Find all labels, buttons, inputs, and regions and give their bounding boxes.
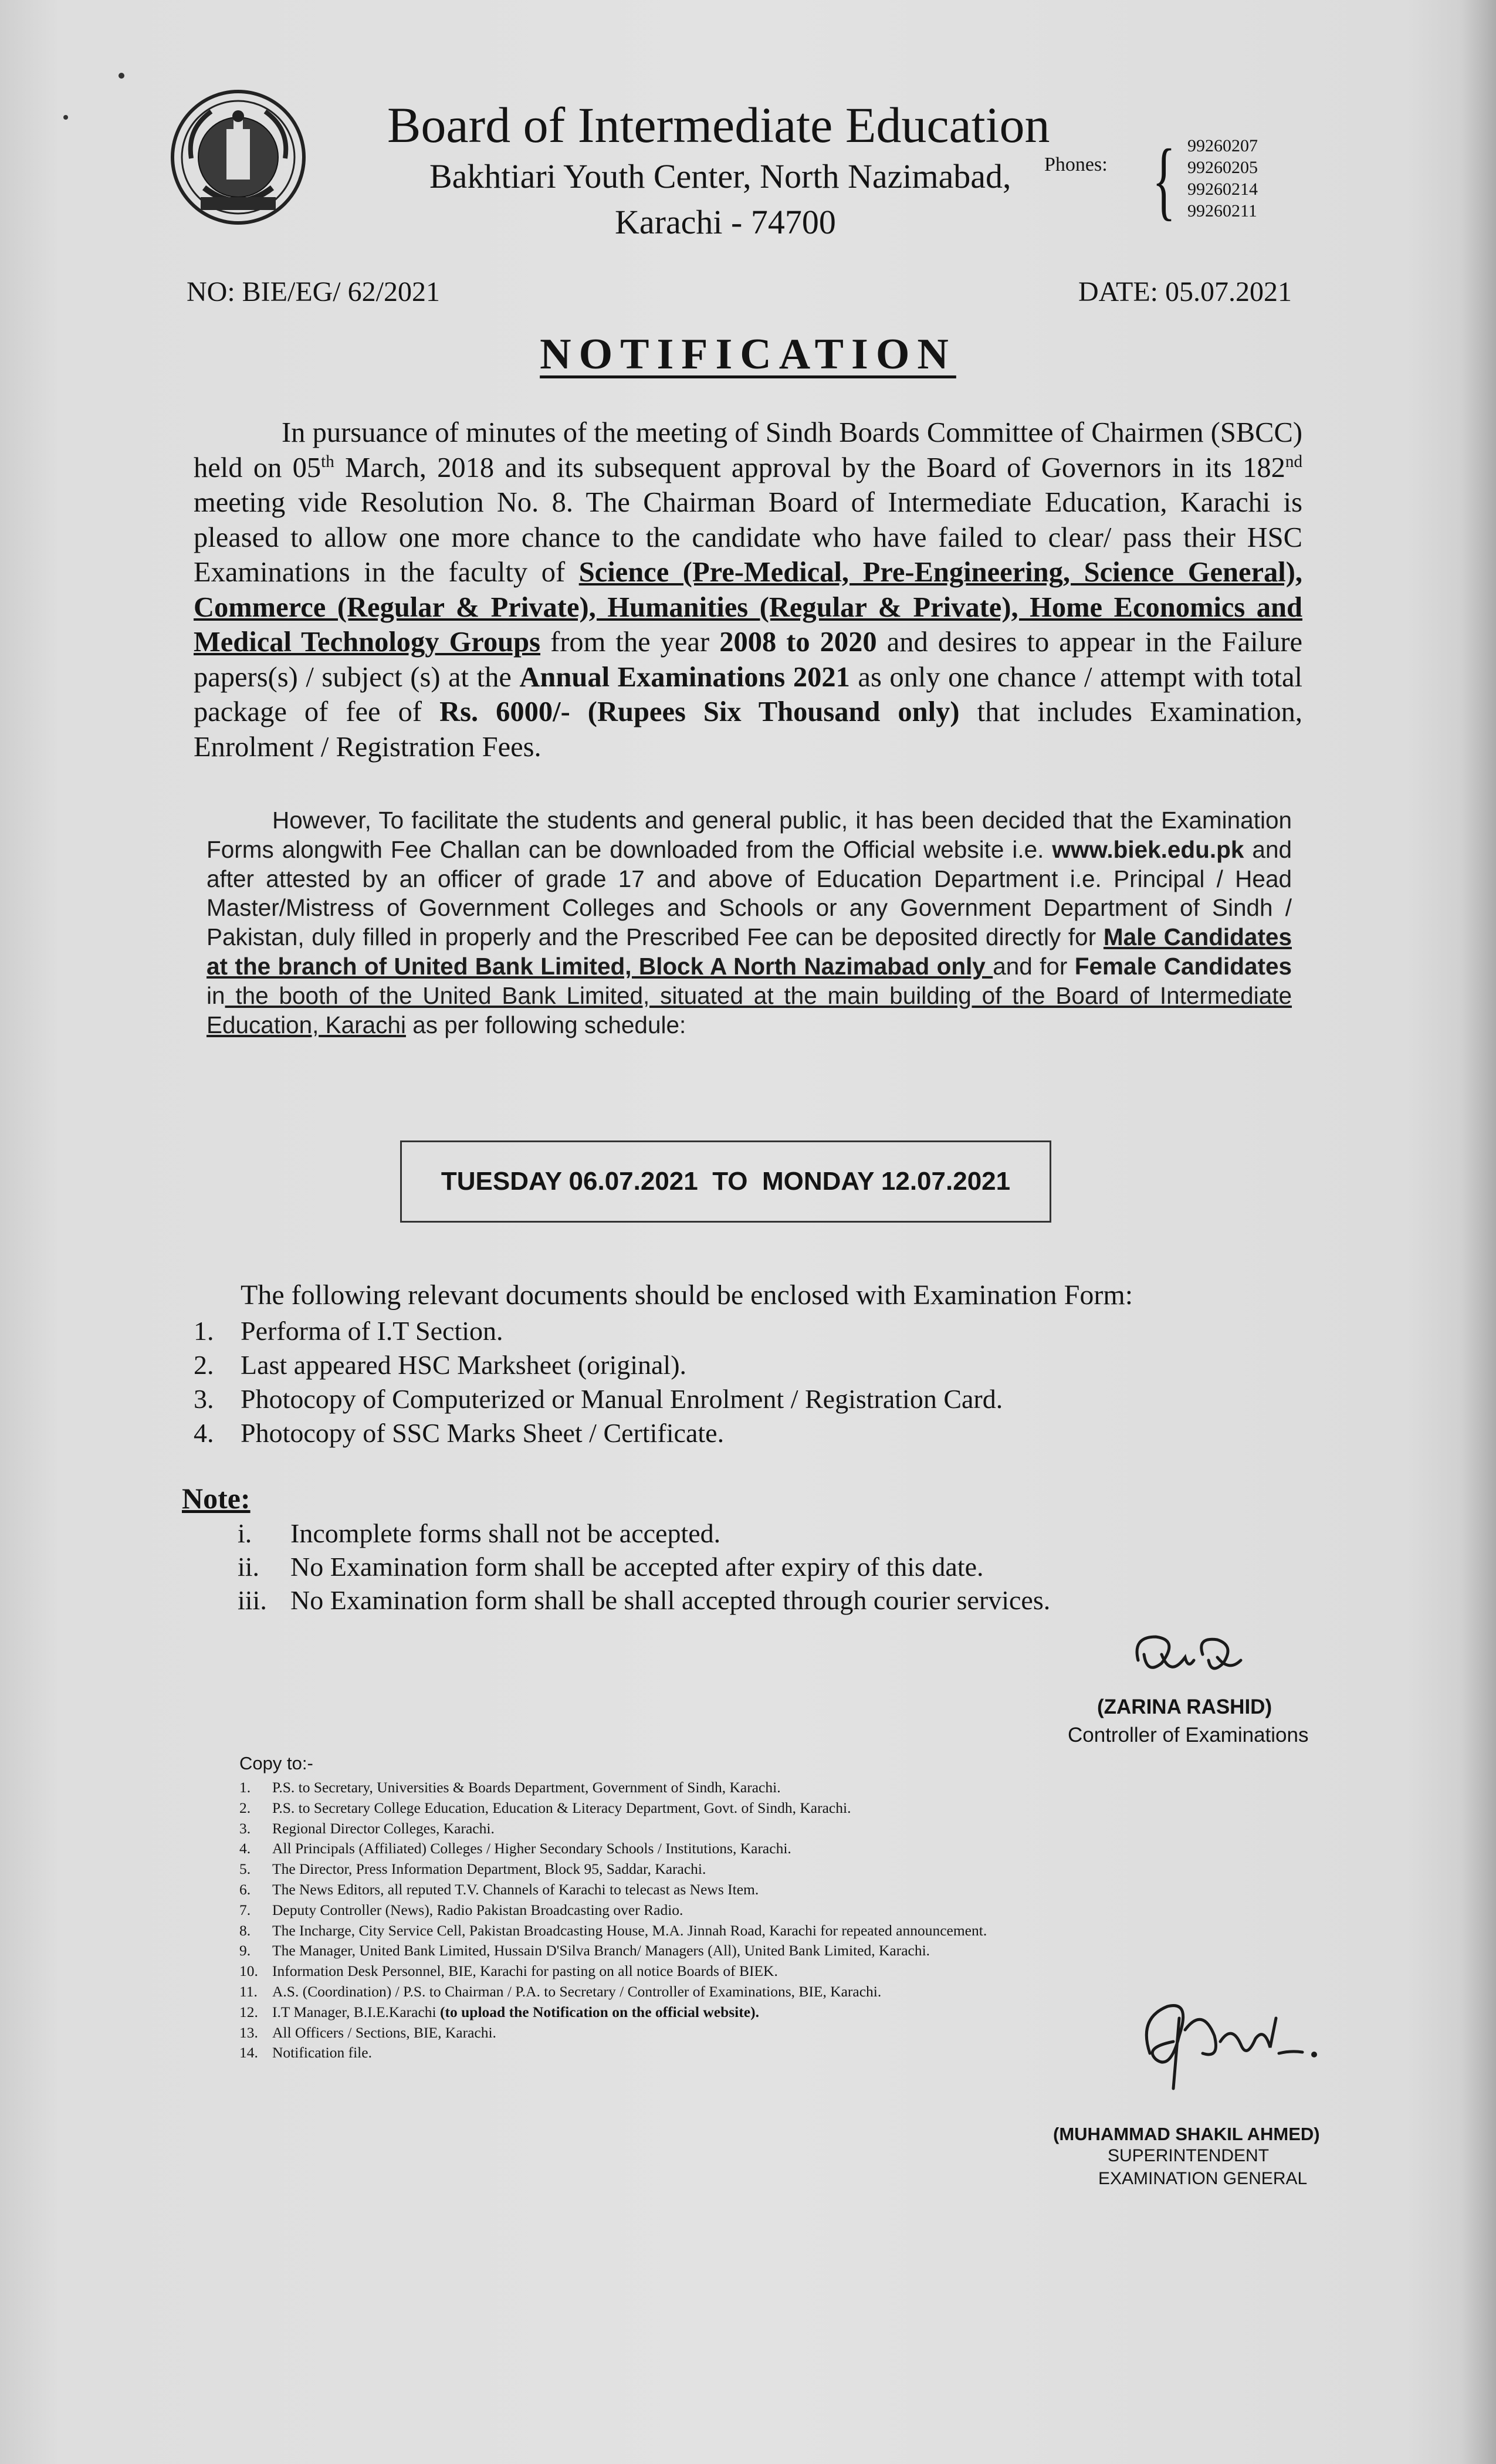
signature-superintendent: [1115, 1983, 1326, 2100]
list-item: 11. A.S. (Coordination) / P.S. to Chairman / P.A. to Secretary / Controller of Examinations, BIE, Karachi.: [239, 1982, 882, 2000]
list-item: 1. P.S. to Secretary, Universities & Boards Department, Government of Sindh, Karachi.: [239, 1779, 781, 1796]
notes-list: [238, 1517, 1050, 1617]
schedule-box: [400, 1140, 1051, 1223]
paragraph-instructions: [207, 806, 1292, 1040]
brace-icon: {: [1152, 131, 1176, 229]
list-item: 6. The News Editors, all reputed T.V. Channels of Karachi to telecast as News Item.: [239, 1880, 759, 1898]
list-item: 3. Photocopy of Computerized or Manual Enrolment / Registration Card.: [194, 1384, 1003, 1414]
copy-to-heading: Copy to:-: [239, 1753, 313, 1773]
list-item: 9. The Manager, United Bank Limited, Hussain D'Silva Branch/ Managers (All), United Bank Limited, Karachi.: [239, 1942, 930, 1959]
list-item: i. Incomplete forms shall not be accepted.: [238, 1518, 721, 1548]
list-item: 14. Notification file.: [239, 2044, 372, 2062]
list-item: 4. Photocopy of SSC Marks Sheet / Certificate.: [194, 1418, 725, 1448]
phone-number: 99260205: [1187, 158, 1258, 177]
female-candidates: Female Candidates: [1074, 952, 1292, 980]
note-heading: Note:: [182, 1482, 251, 1515]
schedule-dates: TUESDAY 06.07.2021 TO MONDAY 12.07.2021: [441, 1167, 1011, 1196]
documents-intro: The following relevant documents should be enclosed with Examination Form:: [241, 1280, 1133, 1311]
signatory2-name: (MUHAMMAD SHAKIL AHMED): [1053, 2124, 1320, 2144]
p2-text: in: [207, 981, 225, 1009]
list-item: 2. Last appeared HSC Marksheet (original).: [194, 1350, 687, 1380]
signatory1-name: (ZARINA RASHID): [1097, 1695, 1272, 1718]
list-item: 10. Information Desk Personnel, BIE, Karachi for pasting on all notice Boards of BIEK.: [239, 1962, 778, 1980]
p1-text: and desires to appear in the Failure papers(s) / subject (s) at the: [194, 627, 1302, 693]
list-item: 2. P.S. to Secretary College Education, Education & Literacy Department, Govt. of Sindh, Karachi.: [239, 1799, 851, 1816]
copy-to-list: [239, 1778, 987, 2063]
p1-sup: th: [321, 452, 334, 471]
org-name: Board of Intermediate Education: [387, 97, 1050, 153]
org-address-line1: Bakhtiari Youth Center, North Nazimabad,: [429, 157, 1011, 195]
signatory2-title: SUPERINTENDENT: [1108, 2146, 1270, 2165]
phones-list: [1187, 135, 1258, 222]
p2-text: as per following schedule:: [405, 1011, 686, 1038]
p2-text: However, To facilitate the students and general public, it has been decided that the Examination Forms alongwith Fee Challan can be downloaded from the Official website i.e.: [207, 807, 1292, 863]
male-candidates-branch: Male Candidates at the branch of United Bank Limited, Block A North Nazimabad only: [207, 923, 1292, 980]
phone-number: 99260211: [1187, 201, 1257, 221]
website-link: www.biek.edu.pk: [1052, 835, 1244, 863]
scan-speck: [119, 73, 124, 79]
list-item: 12. I.T Manager, B.I.E.Karachi (to upload the Notification on the official website).: [239, 2003, 759, 2020]
p1-text: as only one chance / attempt with total package of fee of: [194, 661, 1302, 727]
reference-date: DATE: 05.07.2021: [1078, 276, 1292, 307]
list-item: iii. No Examination form shall be shall accepted through courier services.: [238, 1585, 1051, 1615]
reference-number: NO: BIE/EG/ 62/2021: [187, 276, 440, 307]
phone-number: 99260207: [1187, 136, 1258, 155]
notification-heading-wrap: [0, 330, 1496, 380]
list-item: 7. Deputy Controller (News), Radio Pakistan Broadcasting over Radio.: [239, 1901, 683, 1918]
years-range: 2008 to 2020: [719, 627, 877, 658]
phones-label: Phones:: [1044, 154, 1108, 175]
documents-list: [194, 1314, 1003, 1450]
list-item: 13. All Officers / Sections, BIE, Karachi.: [239, 2023, 496, 2041]
list-item: 3. Regional Director Colleges, Karachi.: [239, 1819, 495, 1837]
p1-text: that includes Examination, Enrolment / Registration Fees.: [194, 696, 1302, 763]
p1-text: In pursuance of minutes of the meeting of Sindh Boards Committee of Chairmen (SBCC) held on 05: [194, 417, 1302, 483]
p1-text: meeting vide Resolution No. 8. The Chairman Board of Intermediate Education, Karachi is pleased to allow one more chance to the candidate who have failed to clear/ pass their HSC Examinations in the faculty of: [194, 487, 1302, 588]
notification-heading: NOTIFICATION: [540, 330, 956, 378]
scan-speck: [63, 115, 68, 120]
fee-amount: Rs. 6000/- (Rupees Six Thousand only): [439, 696, 960, 727]
board-seal-icon: [169, 88, 307, 226]
female-booth-location: the booth of the United Bank Limited, situated at the main building of the Board of Intermediate Education, Karachi: [207, 981, 1292, 1038]
faculties-list: Science (Pre-Medical, Pre-Engineering, Science General), Commerce (Regular & Private), Humanities (Regular & Private), Home Economics and Medical Technology Groups: [194, 557, 1302, 658]
p1-text: from the year: [540, 627, 720, 658]
signatory1-title: Controller of Examinations: [1068, 1724, 1309, 1747]
p1-text: March, 2018 and its subsequent approval by the Board of Governors in its 182: [334, 452, 1285, 483]
p1-sup: nd: [1285, 452, 1302, 471]
phone-number: 99260214: [1187, 180, 1258, 199]
list-item: 1. Performa of I.T Section.: [194, 1316, 503, 1346]
list-item: 8. The Incharge, City Service Cell, Pakistan Broadcasting House, M.A. Jinnah Road, Karachi for repeated announcement.: [239, 1921, 987, 1939]
list-item: 5. The Director, Press Information Department, Block 95, Saddar, Karachi.: [239, 1860, 706, 1878]
p2-text: and after attested by an officer of grade 17 and above of Education Department i.e. Principal / Head Master/Mistress of Government Colleges and Schools or any Government Department of Sindh / Pakistan, duly filled in properly and the Prescribed Fee can be deposited directly for: [207, 835, 1292, 951]
p2-text: and for: [993, 952, 1075, 980]
exam-name: Annual Examinations 2021: [519, 661, 850, 693]
list-item: ii. No Examination form shall be accepted after expiry of this date.: [238, 1552, 984, 1582]
org-address-line2: Karachi - 74700: [615, 203, 836, 241]
list-item: 4. All Principals (Affiliated) Colleges / Higher Secondary Schools / Institutions, Karachi.: [239, 1840, 791, 1857]
signatory2-department: EXAMINATION GENERAL: [1098, 2169, 1308, 2188]
signature-controller: [1115, 1619, 1267, 1701]
paragraph-main: [194, 415, 1302, 764]
